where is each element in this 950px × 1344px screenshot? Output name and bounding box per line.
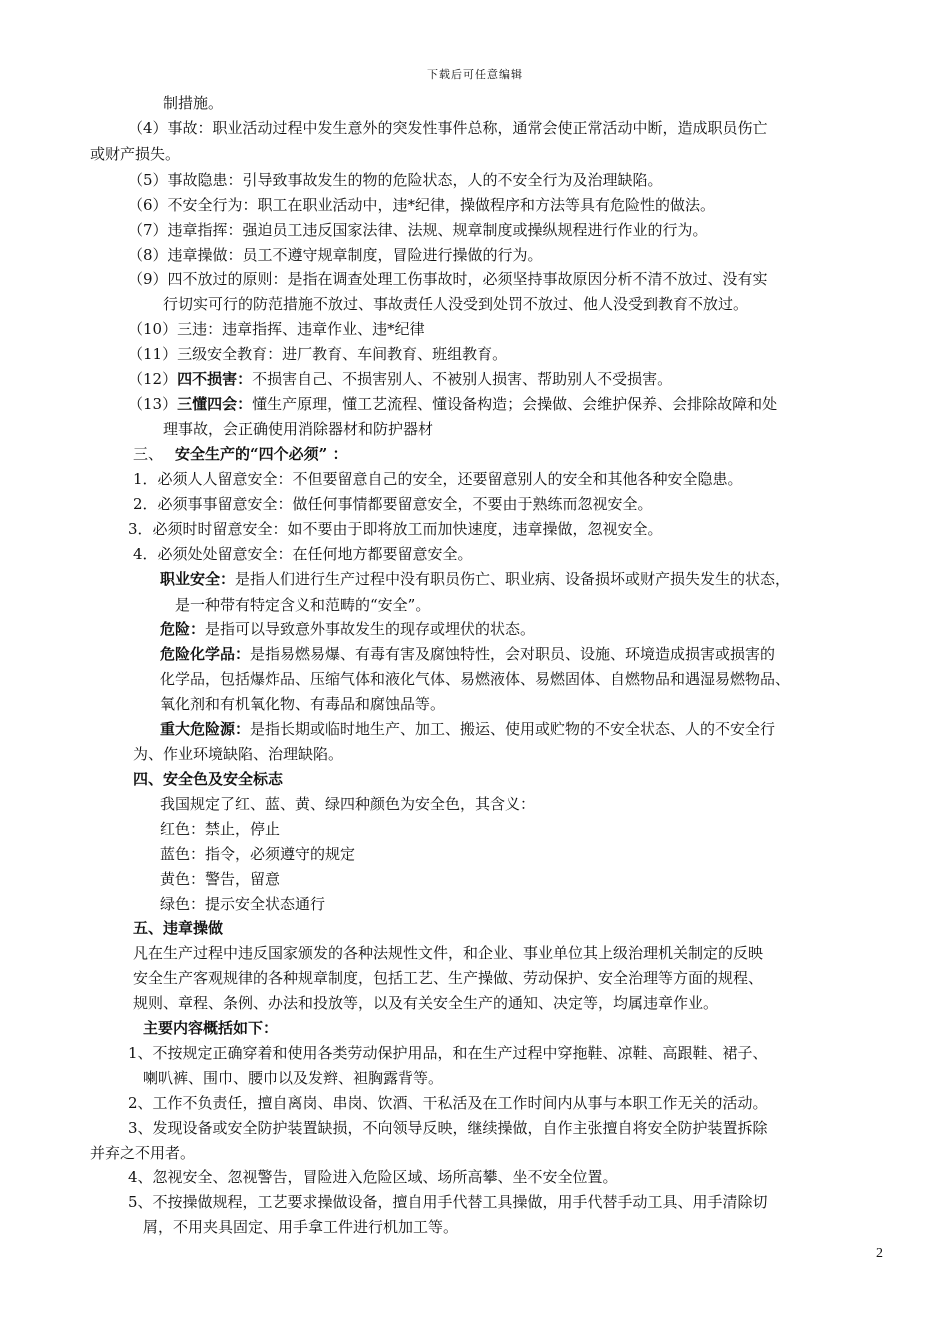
text-line: 我国规定了红、蓝、黄、绿四种颜色为安全色，其含义：: [160, 795, 536, 813]
subheading: 主要内容概括如下：: [143, 1019, 279, 1037]
text-line: 3、发现设备或安全防护装置缺损，不向领导反映，继续操做，自作主张擅自将安全防护装置拆除: [128, 1119, 768, 1137]
text-line: 化学品，包括爆炸品、压缩气体和液化气体、易燃液体、易燃固体、自燃物品和遇湿易燃物品、: [160, 670, 791, 688]
text-line: 黄色：警告，留意: [160, 870, 281, 888]
section-number: 三、: [133, 445, 164, 463]
term-definition: 是指可以导致意外事故发生的现存或埋伏的状态。: [205, 620, 536, 638]
section-title: 安全生产的“四个必须” ：: [175, 445, 348, 463]
text-line: [160, 570, 790, 588]
term-label: 职业安全：: [160, 570, 236, 588]
term-label: 重大危险源：: [160, 720, 251, 738]
item-number: （12）: [128, 370, 178, 388]
text-line: （6）不安全行为：职工在职业活动中，违*纪律，操做程序和方法等具有危险性的做法。: [128, 196, 716, 214]
term-label: 三懂四会：: [177, 395, 253, 413]
section-heading: [133, 445, 348, 463]
text-line: [160, 720, 775, 738]
text-line: 1、不按规定正确穿着和使用各类劳动保护用品，和在生产过程中穿拖鞋、凉鞋、高跟鞋、裙子、: [128, 1044, 768, 1062]
term-label: 危险：: [160, 620, 206, 638]
text-line: 4．必须处处留意安全：在任何地方都要留意安全。: [133, 545, 473, 563]
text-line: 2、工作不负责任，擅自离岗、串岗、饮酒、干私活及在工作时间内从事与本职工作无关的活动。: [128, 1094, 768, 1112]
text-line: [128, 395, 777, 413]
term-definition: 不损害自己、不损害别人、不被别人损害、帮助别人不受损害。: [252, 370, 673, 388]
text-line: 5、不按操做规程，工艺要求操做设备，擅自用手代替工具操做，用手代替手动工具、用手清除切: [128, 1193, 768, 1211]
text-line: （4）事故：职业活动过程中发生意外的突发性事件总称，通常会使正常活动中断，造成职员伤亡: [128, 119, 768, 137]
text-line: 凡在生产过程中违反国家颁发的各种法规性文件，和企业、事业单位其上级治理机关制定的反映: [133, 944, 764, 962]
page-number: 2: [876, 1246, 883, 1261]
text-line: 并弃之不用者。: [90, 1144, 196, 1162]
text-line: 理事故，会正确使用消除器材和防护器材: [163, 420, 434, 438]
term-definition: 是指人们进行生产过程中没有职员伤亡、职业病、设备损坏或财产损失发生的状态，: [235, 570, 791, 588]
text-line: 红色：禁止，停止: [160, 820, 281, 838]
term-label: 四不损害：: [177, 370, 253, 388]
term-definition: 是指长期或临时地生产、加工、搬运、使用或贮物的不安全状态、人的不安全行: [250, 720, 776, 738]
text-line: （5）事故隐患：引导致事故发生的物的危险状态，人的不安全行为及治理缺陷。: [128, 171, 663, 189]
text-line: 制措施。: [163, 94, 224, 112]
item-number: （13）: [128, 395, 178, 413]
text-line: 1．必须人人留意安全：不但要留意自己的安全，还要留意别人的安全和其他各种安全隐患。: [133, 470, 743, 488]
text-line: 3．必须时时留意安全：如不要由于即将放工而加快速度，违章操做，忽视安全。: [128, 520, 663, 538]
text-line: （8）违章操做：员工不遵守规章制度，冒险进行操做的行为。: [128, 246, 543, 264]
section-heading: 五、违章操做: [133, 919, 224, 937]
text-line: 为、作业环境缺陷、治理缺陷。: [133, 745, 344, 763]
text-line: 蓝色：指令，必须遵守的规定: [160, 845, 356, 863]
term-label: 危险化学品：: [160, 645, 251, 663]
section-heading: 四、安全色及安全标志: [133, 770, 284, 788]
text-line: [128, 370, 672, 388]
text-line: [160, 620, 535, 638]
text-line: 4、忽视安全、忽视警告，冒险进入危险区域、场所高攀、坐不安全位置。: [128, 1168, 618, 1186]
text-line: 2．必须事事留意安全：做任何事情都要留意安全，不要由于熟练而忽视安全。: [133, 495, 653, 513]
text-line: 屑，不用夹具固定、用手拿工件进行机加工等。: [143, 1218, 459, 1236]
text-line: 行切实可行的防范措施不放过、事故责任人没受到处罚不放过、他人没受到教育不放过。: [163, 295, 749, 313]
text-line: （9）四不放过的原则：是指在调查处理工伤事故时，必须坚持事故原因分析不清不放过、没有实: [128, 270, 768, 288]
term-definition: 是指易燃易爆、有毒有害及腐蚀特性，会对职员、设施、环境造成损害或损害的: [250, 645, 776, 663]
text-line: 是一种带有特定含义和范畴的“安全”。: [175, 596, 431, 614]
text-line: 规则、章程、条例、办法和投放等，以及有关安全生产的通知、决定等，均属违章作业。: [133, 994, 719, 1012]
text-line: （7）违章指挥：强迫员工违反国家法律、法规、规章制度或操纵规程进行作业的行为。: [128, 221, 708, 239]
text-line: 氧化剂和有机氧化物、有毒品和腐蚀品等。: [160, 695, 446, 713]
text-line: 安全生产客观规律的各种规章制度，包括工艺、生产操做、劳动保护、安全治理等方面的规程、: [133, 969, 764, 987]
text-line: [160, 645, 775, 663]
text-line: （10）三违：违章指挥、违章作业、违*纪律: [128, 320, 425, 338]
page-header: 下载后可任意编辑: [427, 68, 523, 81]
text-line: 绿色：提示安全状态通行: [160, 895, 326, 913]
text-line: 或财产损失。: [90, 145, 181, 163]
text-line: （11）三级安全教育：进厂教育、车间教育、班组教育。: [128, 345, 508, 363]
term-definition: 懂生产原理，懂工艺流程、懂设备构造；会操做、会维护保养、会排除故障和处: [252, 395, 778, 413]
text-line: 喇叭裤、围巾、腰巾以及发辫、袒胸露背等。: [143, 1069, 444, 1087]
